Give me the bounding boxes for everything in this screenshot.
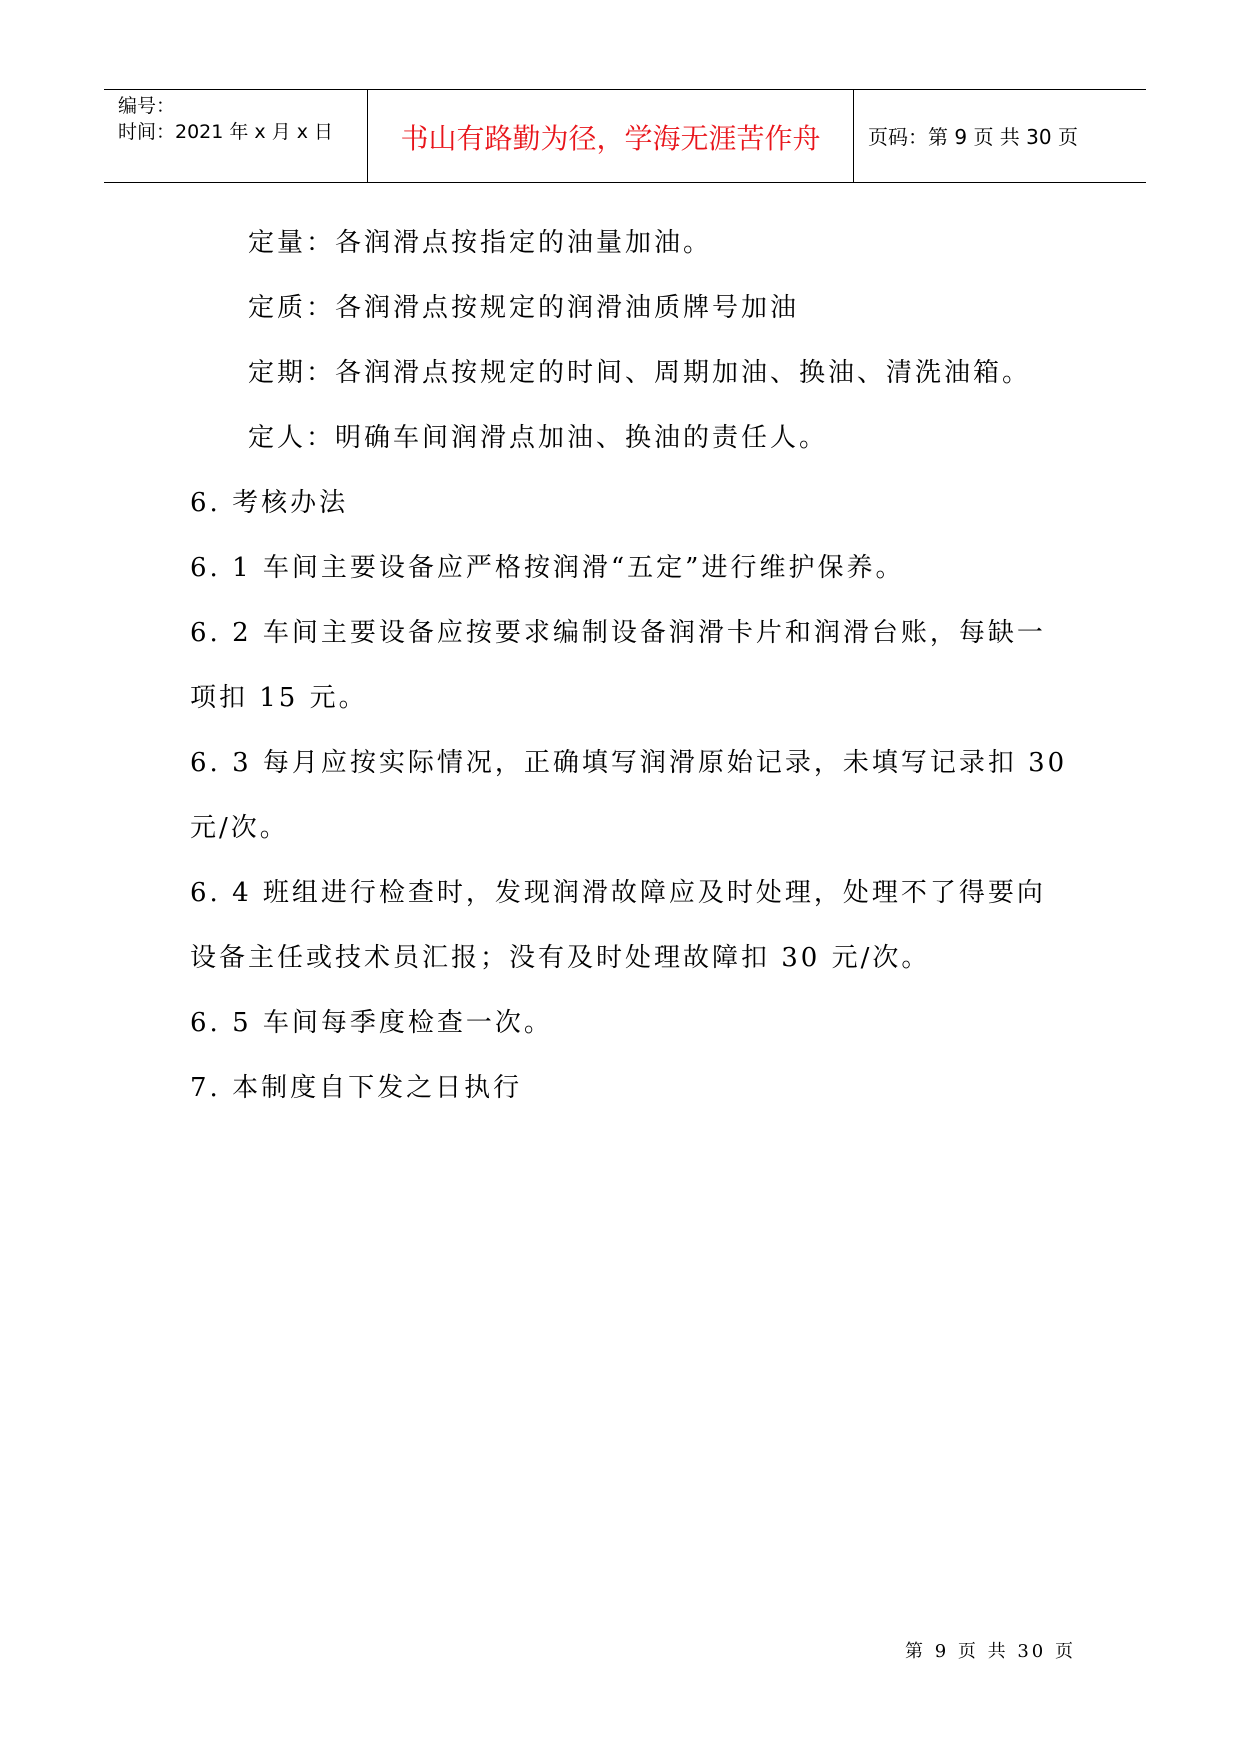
paragraph-line: 6. 3 每月应按实际情况，正确填写润滑原始记录，未填写记录扣 30 <box>190 748 1068 778</box>
header-motto-cell <box>368 90 854 182</box>
document-date-label: 时间：2021 年 x 月 x 日 <box>118 121 334 143</box>
header-page-number: 页码：第 9 页 共 30 页 <box>868 125 1078 149</box>
header-page-cell <box>854 90 1146 182</box>
paragraph-line: 定期：各润滑点按规定的时间、周期加油、换油、清洗油箱。 <box>248 358 1032 388</box>
paragraph-line: 定质：各润滑点按规定的润滑油质牌号加油 <box>248 293 800 323</box>
paragraph-line: 定量：各润滑点按指定的油量加油。 <box>248 228 713 258</box>
paragraph-line: 6. 2 车间主要设备应按要求编制设备润滑卡片和润滑台账，每缺一 <box>190 618 1046 648</box>
section-heading: 6. 考核办法 <box>190 488 349 518</box>
paragraph-line: 元/次。 <box>190 813 289 843</box>
footer-page-number: 第 9 页 共 30 页 <box>905 1641 1076 1662</box>
paragraph-line: 项扣 15 元。 <box>190 683 368 713</box>
header-meta-cell <box>104 90 368 182</box>
paragraph-line: 6. 1 车间主要设备应严格按润滑“五定”进行维护保养。 <box>190 553 905 583</box>
paragraph-line: 6. 5 车间每季度检查一次。 <box>190 1008 553 1038</box>
page-header <box>104 89 1146 183</box>
paragraph-line: 设备主任或技术员汇报；没有及时处理故障扣 30 元/次。 <box>190 943 931 973</box>
paragraph-line: 7. 本制度自下发之日执行 <box>190 1073 523 1103</box>
header-motto: 书山有路勤为径，学海无涯苦作舟 <box>400 122 821 155</box>
paragraph-line: 6. 4 班组进行检查时，发现润滑故障应及时处理，处理不了得要向 <box>190 878 1046 908</box>
paragraph-line: 定人：明确车间润滑点加油、换油的责任人。 <box>248 423 829 453</box>
document-number-label: 编号： <box>118 95 176 117</box>
